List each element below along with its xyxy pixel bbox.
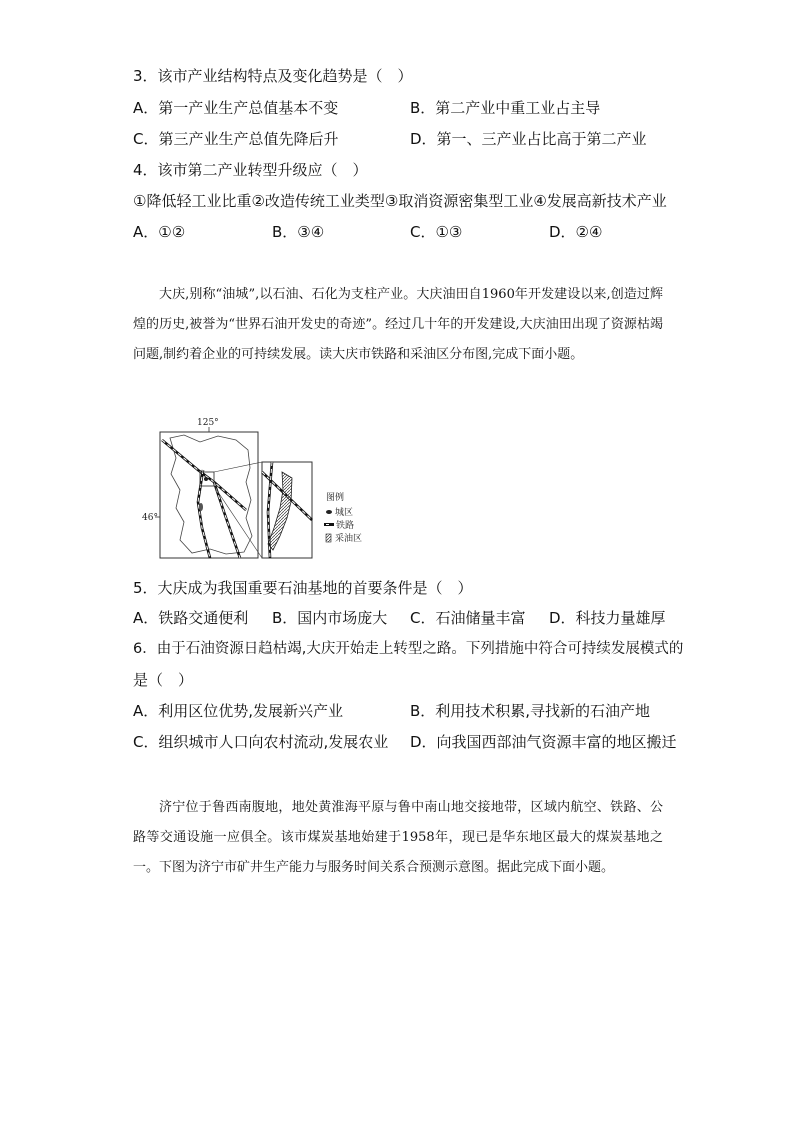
passage-daqing: 大庆,别称“油城”,以石油、石化为支柱产业。大庆油田自1960年开发建设以来,创造过辉煌的历史,被誉为“世界石油开发史的奇迹”。经过几十年的开发建设,大庆油田出现了资源枯竭问题,制约着企业的可持续发展。读大庆市铁路和采油区分布图,完成下面小题。 (133, 287, 663, 362)
legend-city-label: 城区 (335, 508, 354, 518)
question-6-stem-line2: 是（ ） (133, 671, 194, 689)
legend-oil-label: 采油区 (335, 534, 363, 544)
q4-statements: ①降低轻工业比重②改造传统工业类型③取消资源密集型工业④发展高新技术产业 (133, 192, 667, 210)
legend-railway-label: 铁路 (336, 521, 355, 531)
q6-option-c: C．组织城市人口向农村流动,发展农业 (133, 733, 389, 751)
q3-option-a: A．第一产业生产总值基本不变 (133, 99, 339, 117)
longitude-label: 125° (197, 418, 219, 428)
q4-option-b: B．③④ (272, 223, 325, 241)
passage-jining: 济宁位于鲁西南腹地，地处黄淮海平原与鲁中南山地交接地带，区域内航空、铁路、公路等交通设施一应俱全。该市煤炭基地始建于1958年，现已是华东地区最大的煤炭基地之一。下图为济宁市矿井生产能力与服务时间关系合预测示意图。据此完成下面小题。 (133, 800, 663, 875)
q6-option-b: B．利用技术积累,寻找新的石油产地 (410, 702, 651, 720)
q4-option-a: A．①② (133, 223, 186, 241)
q3-option-b: B．第二产业中重工业占主导 (410, 99, 601, 117)
oil-area-small (199, 503, 203, 511)
question-6-stem-line1: 6．由于石油资源日趋枯竭,大庆开始走上转型之路。下列措施中符合可持续发展模式的 (133, 641, 684, 657)
legend-oil-symbol (326, 534, 331, 542)
q5-option-a: A．铁路交通便利 (133, 609, 249, 627)
q4-option-c: C．①③ (410, 223, 463, 241)
question-5-stem: 5．大庆成为我国重要石油基地的首要条件是（ ） (133, 579, 473, 597)
q4-option-d: D．②④ (549, 223, 603, 241)
q3-option-c: C．第三产业生产总值先降后升 (133, 130, 339, 148)
q5-option-c: C．石油储量丰富 (410, 609, 526, 627)
q6-option-d: D．向我国西部油气资源丰富的地区搬迁 (410, 733, 677, 751)
legend-city-symbol (326, 510, 332, 514)
q5-option-b: B．国内市场庞大 (272, 609, 388, 627)
latitude-label: 46° (142, 513, 158, 523)
q3-option-d: D．第一、三产业占比高于第二产业 (410, 130, 647, 148)
daqing-map-figure (140, 412, 390, 562)
legend-title: 图例 (326, 493, 345, 503)
question-3-stem: 3．该市产业结构特点及变化趋势是（ ） (133, 67, 413, 85)
q5-option-d: D．科技力量雄厚 (549, 609, 666, 627)
question-4-stem: 4．该市第二产业转型升级应（ ） (133, 161, 368, 179)
q6-option-a: A．利用区位优势,发展新兴产业 (133, 702, 344, 720)
